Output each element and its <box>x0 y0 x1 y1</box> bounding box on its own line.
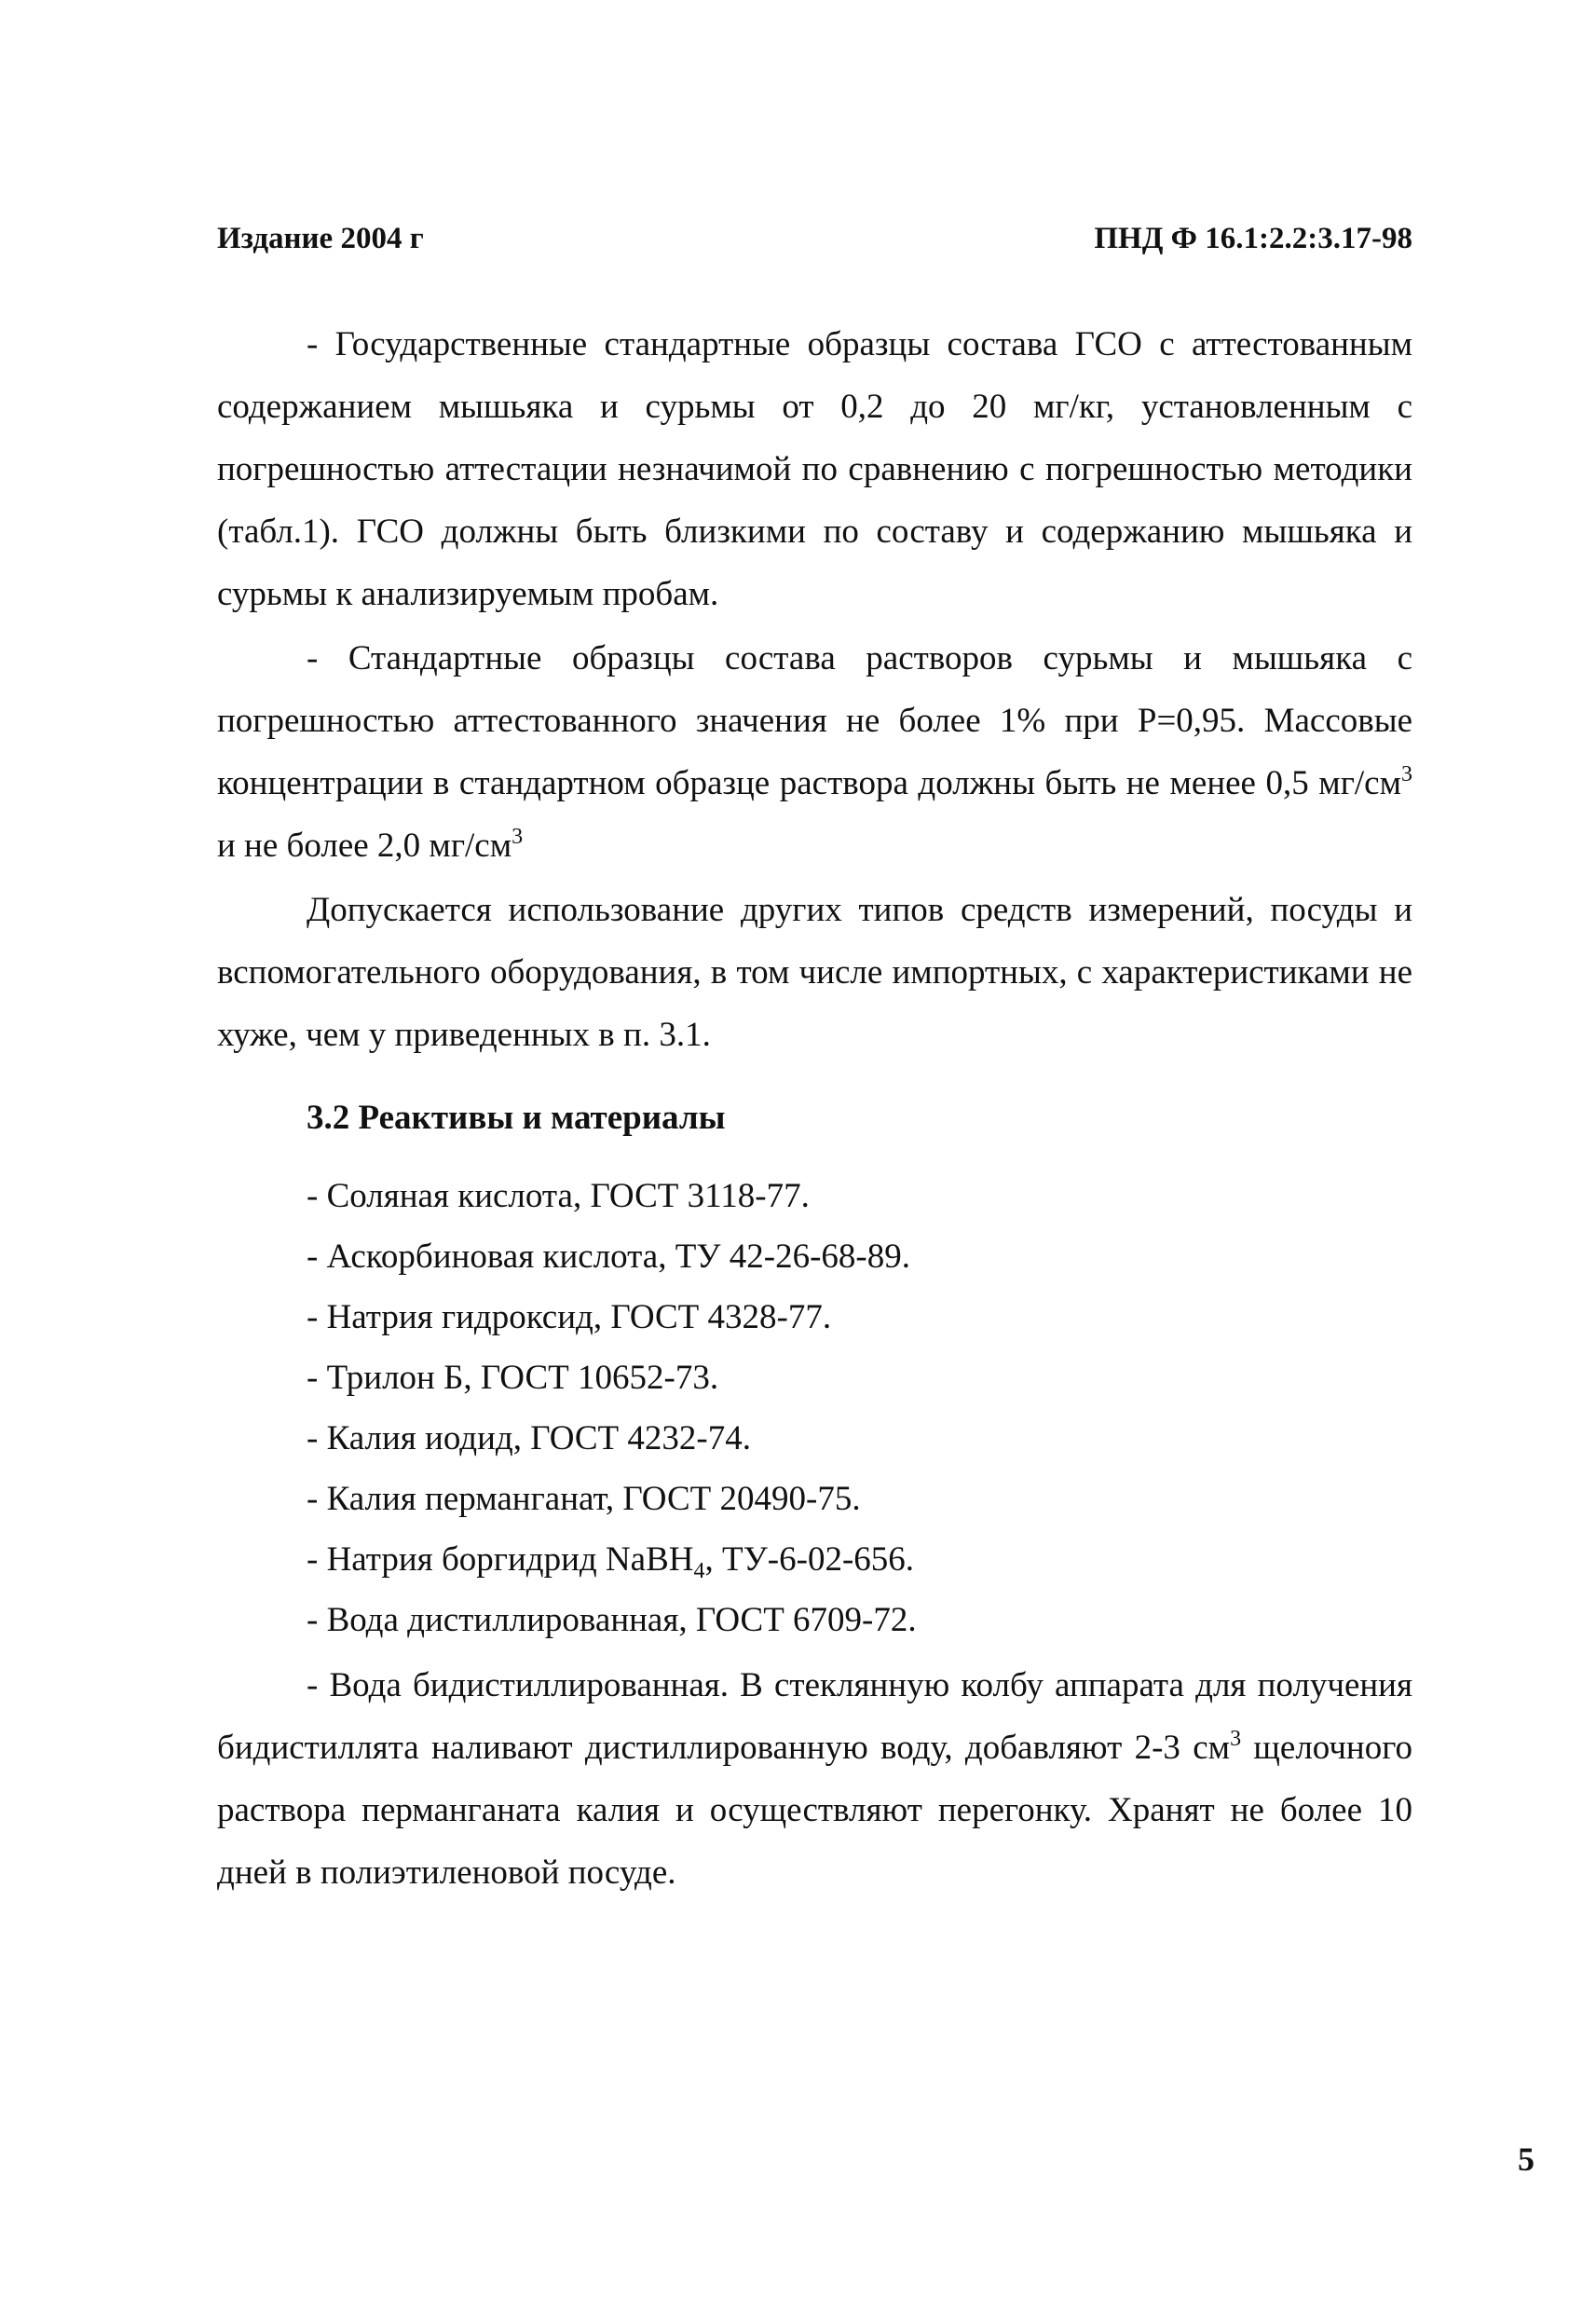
reagent-item-distilled-water: - Вода дистиллированная, ГОСТ 6709-72. <box>307 1601 917 1639</box>
paragraph-allowed: Допускается использование других типов средств измерений, посуды и вспомогательного оборудования, в том числе импортных, с характеристиками не хуже, чем у приведенных в п. 3.1. <box>217 891 1412 1054</box>
section-heading: 3.2 Реактивы и материалы <box>307 1099 726 1137</box>
standard-solutions-text-2: и не более 2,0 мг/см <box>217 827 512 865</box>
standard-solutions-text: - Стандартные образцы состава растворов сурьмы и мышьяка с погрешностью аттестованного значения не более 1% при Р=0,95. Массовые концентрации в стандартном образце раствора должны быть не менее 0,5 мг/см <box>217 639 1412 802</box>
reagent-item-borohydride <box>307 1529 1412 1590</box>
superscript-3: 3 <box>1230 1727 1242 1751</box>
reagent-item: - Калия иодид, ГОСТ 4232-74. <box>307 1419 751 1457</box>
edition-label: Издание 2004 г <box>217 222 424 255</box>
document-body <box>217 313 1412 1904</box>
page-number: 5 <box>1518 2141 1535 2178</box>
paragraph-standard-solutions <box>217 627 1412 877</box>
reagent-item: - Натрия гидроксид, ГОСТ 4328-77. <box>307 1298 832 1336</box>
borohydride-prefix: - Натрия боргидрид NaBH <box>307 1540 694 1579</box>
paragraph-gso: - Государственные стандартные образцы состава ГСО с аттестованным содержанием мышьяка и сурьмы от 0,2 до 20 мг/кг, установленным с погрешностью аттестации незначимой по сравнению с погрешностью методики (табл.1). ГСО должны быть близкими по составу и содержанию мышьяка и сурьмы к анализируемым пробам. <box>217 325 1412 613</box>
paragraph-bidistilled <box>217 1654 1412 1904</box>
superscript-3: 3 <box>512 825 524 849</box>
reagent-item: - Трилон Б, ГОСТ 10652-73. <box>307 1359 719 1397</box>
reagent-item: - Соляная кислота, ГОСТ 3118-77. <box>307 1177 810 1215</box>
superscript-3: 3 <box>1401 762 1412 787</box>
bidistilled-text: - Вода бидистиллированная. В стеклянную колбу аппарата для получения бидистиллята наливают дистиллированную воду, добавляют 2-3 см <box>217 1666 1412 1767</box>
subscript-4: 4 <box>693 1559 705 1583</box>
reagent-item: - Калия перманганат, ГОСТ 20490-75. <box>307 1480 861 1518</box>
borohydride-suffix: , ТУ-6-02-656. <box>704 1540 915 1579</box>
bidistilled-text-2: щелочного раствора перманганата калия и осуществляют перегонку. Хранят не более 10 дней в полиэтиленовой посуде. <box>217 1729 1412 1892</box>
document-code: ПНД Ф 16.1:2.2:3.17-98 <box>1094 222 1412 255</box>
reagent-item: - Аскорбиновая кислота, ТУ 42-26-68-89. <box>307 1238 910 1276</box>
